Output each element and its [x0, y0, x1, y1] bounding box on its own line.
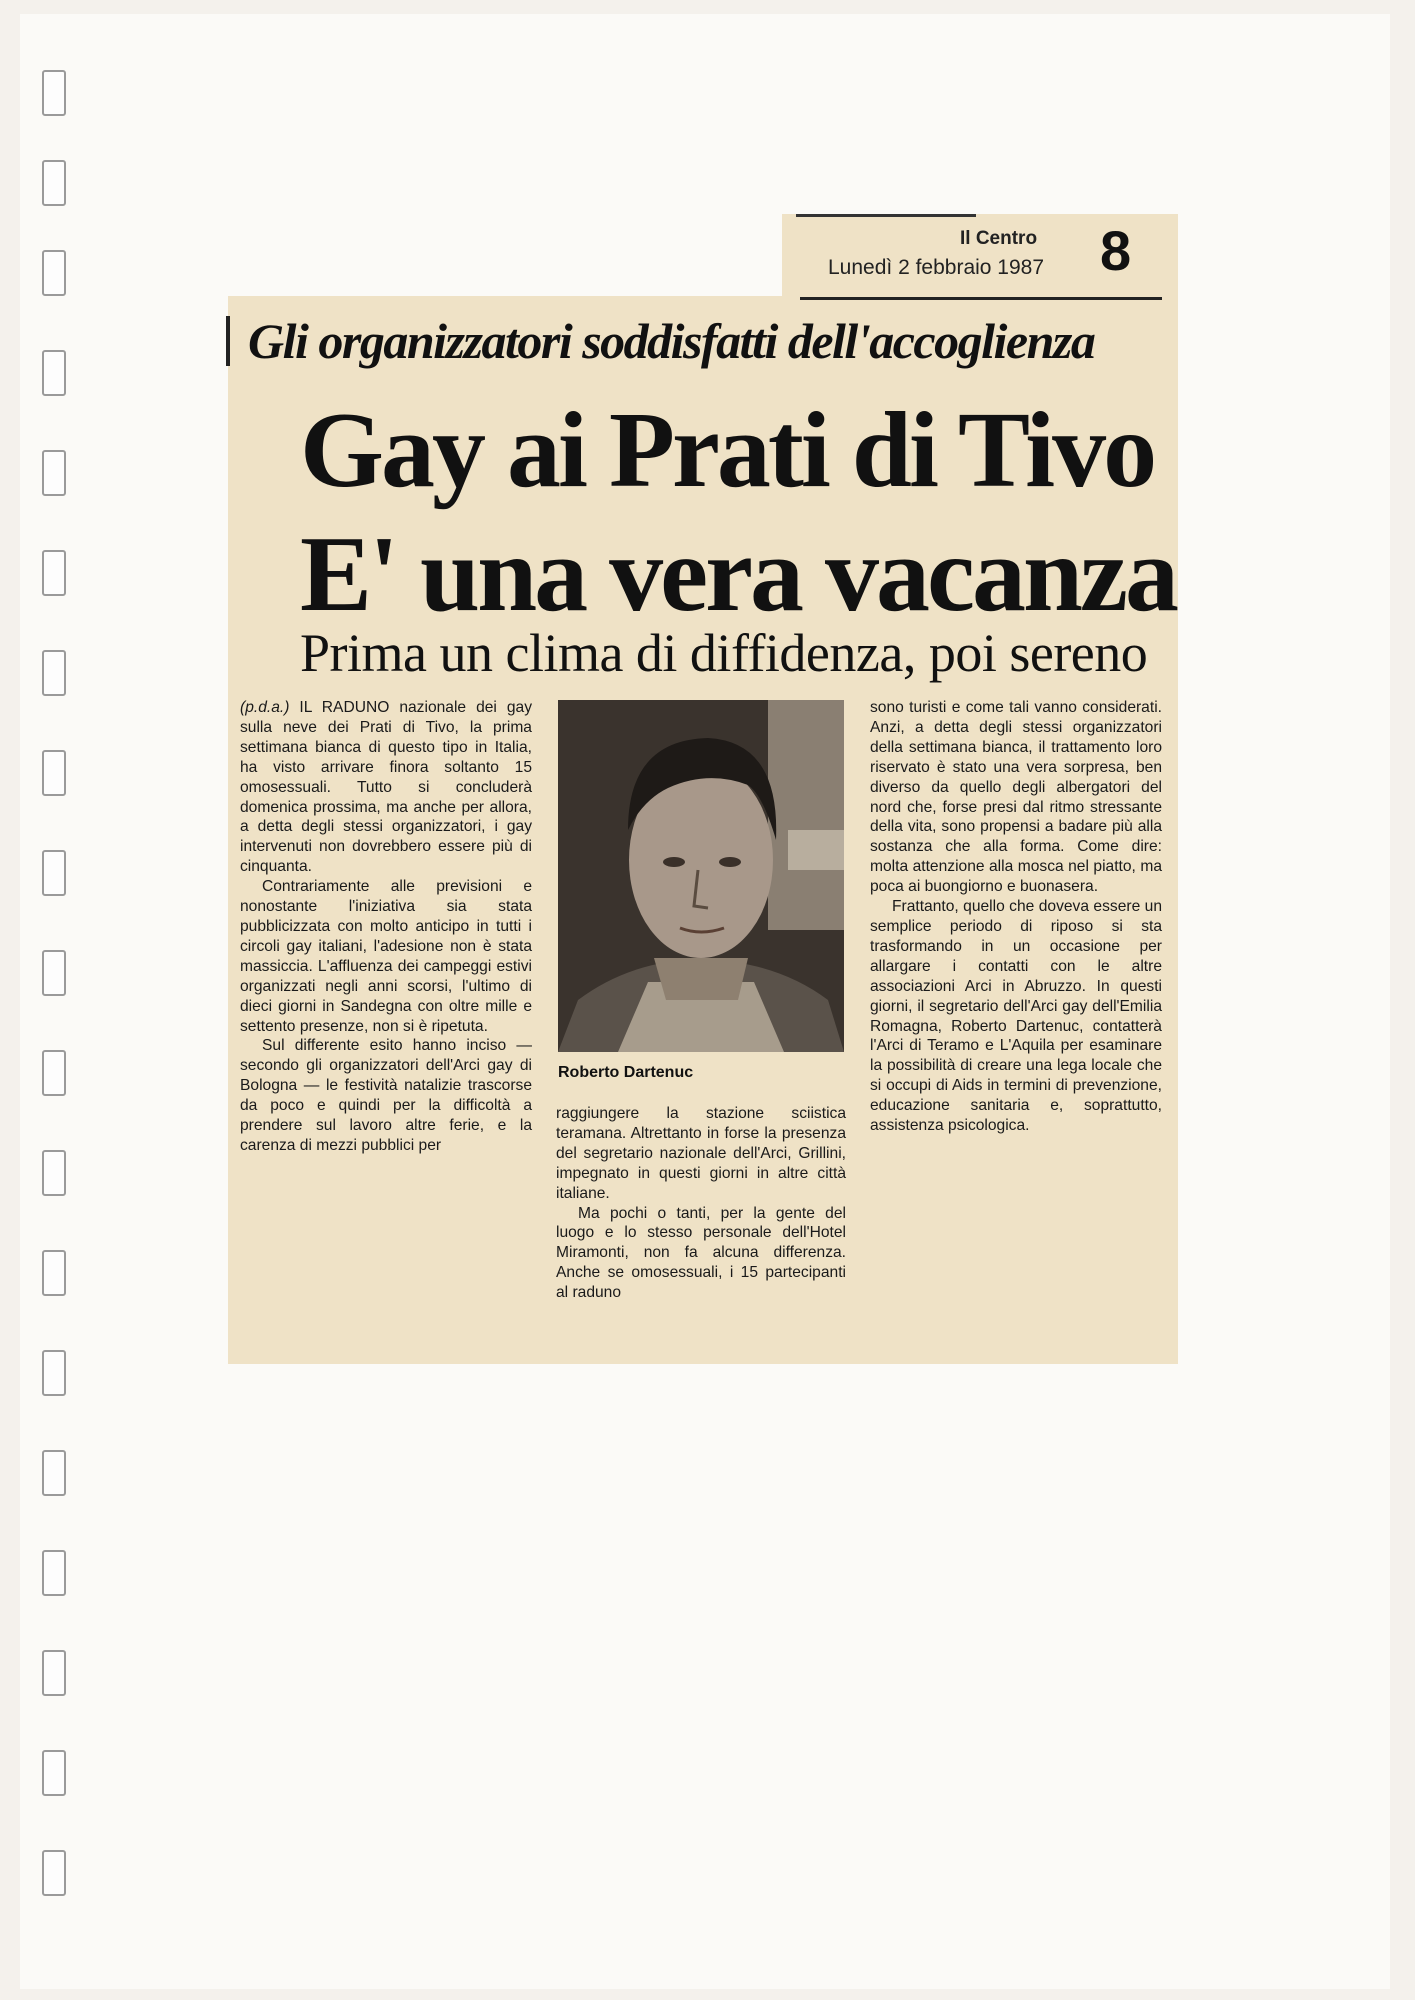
page-number: 8: [1100, 219, 1132, 282]
byline: (p.d.a.): [240, 699, 290, 716]
paragraph: Ma pochi o tanti, per la gente del luogo e lo stesso personale dell'Hotel Miramonti, non fa alcuna differenza. Anche se omosessuali, i 15 partecipanti al raduno: [556, 1204, 846, 1302]
paragraph: [240, 698, 532, 877]
binder-hole: [42, 950, 66, 996]
article-kicker: Gli organizzatori soddisfatti dell'accoglienza: [248, 313, 1095, 369]
paragraph: raggiungere la stazione sciistica teramana. Altrettanto in forse la presenza del segretario nazionale dell'Arci, Grillini, impegnato in questi giorni in altre città italiane.: [556, 1105, 846, 1202]
binder-hole: [42, 1250, 66, 1296]
portrait-illustration: [558, 700, 844, 1052]
subheadline: Prima un clima di diffidenza, poi sereno: [300, 623, 1148, 683]
paragraph: sono turisti e come tali vanno considerati. Anzi, a detta degli stessi organizzatori della settimana bianca, il trattamento loro riservato è stato una vera sorpresa, ben diverso da quello degli albergatori del nord che, forse presi dal ritmo stressante della vita, sono propensi a badare più alla sostanza che alla forma. Come dire: molta attenzione alla mosca nel piatto, ma poca ai buongiorno e buonasera.: [870, 699, 1162, 896]
article-column-3: [870, 698, 1162, 1136]
headline-line-2: E' una vera vacanza: [300, 515, 1176, 634]
binder-hole: [42, 750, 66, 796]
paragraph: Frattanto, quello che doveva essere un semplice periodo di riposo si sta trasformando in un occasione per allargare i contatti con le altre associazioni Arci in Abruzzo. In questi giorni, il segretario dell'Arci gay dell'Emilia Romagna, Roberto Dartenuc, contatterà l'Arci di Teramo e L'Aquila per esaminare la possibilità di creare una lega locale che si occupi di Aids in termini di prevenzione, educazione sanitaria e, soprattutto, assistenza psicologica.: [870, 898, 1162, 1135]
binder-hole: [42, 250, 66, 296]
kicker-rule: [226, 316, 230, 366]
header-rule: [800, 297, 1162, 300]
binder-hole: [42, 1650, 66, 1696]
binder-hole: [42, 1850, 66, 1896]
binder-hole: [42, 1350, 66, 1396]
article-column-1: [240, 698, 532, 1156]
binder-hole: [42, 160, 66, 206]
photo-caption: Roberto Dartenuc: [558, 1064, 694, 1081]
binder-hole: [42, 450, 66, 496]
binder-hole: [42, 1550, 66, 1596]
newspaper-date: Lunedì 2 febbraio 1987: [828, 256, 1045, 279]
paragraph: Contrariamente alle previsioni e nonostante l'iniziativa sia stata pubblicizzata con molto anticipo in tutti i circoli gay italiani, l'adesione non è stata massiccia. L'affluenza dei campeggi estivi organizzati negli anni scorsi, l'ultimo di dieci giorni in Sandegna con oltre mille e settento presenze, non si è ripetuta.: [240, 878, 532, 1035]
portrait-photo: [558, 700, 844, 1052]
binder-hole: [42, 350, 66, 396]
headline-line-1: Gay ai Prati di Tivo: [300, 391, 1155, 510]
binder-hole: [42, 550, 66, 596]
binder-hole: [42, 1750, 66, 1796]
newspaper-name: Il Centro: [960, 228, 1038, 249]
article-column-2: [556, 1104, 846, 1303]
binder-hole: [42, 1150, 66, 1196]
paragraph: Sul differente esito hanno inciso — secondo gli organizzatori dell'Arci gay di Bologna — le festività natalizie trascorse da poco e quindi per la difficoltà a prendere sul lavoro altre ferie, e la carenza di mezzi pubblici per: [240, 1037, 532, 1154]
binder-hole: [42, 850, 66, 896]
paragraph-text: IL RADUNO nazionale dei gay sulla neve dei Prati di Tivo, la prima settimana bianca di questo tipo in Italia, ha visto arrivare finora soltanto 15 omosessuali. Tutto si concluderà domenica prossima, ma anche per allora, a detta degli stessi organizzatori, i gay intervenuti non dovrebbero essere più di cinquanta.: [240, 699, 532, 876]
binder-hole: [42, 1050, 66, 1096]
binder-hole: [42, 1450, 66, 1496]
binder-hole: [42, 70, 66, 116]
header-rule: [796, 214, 976, 217]
binder-hole: [42, 650, 66, 696]
